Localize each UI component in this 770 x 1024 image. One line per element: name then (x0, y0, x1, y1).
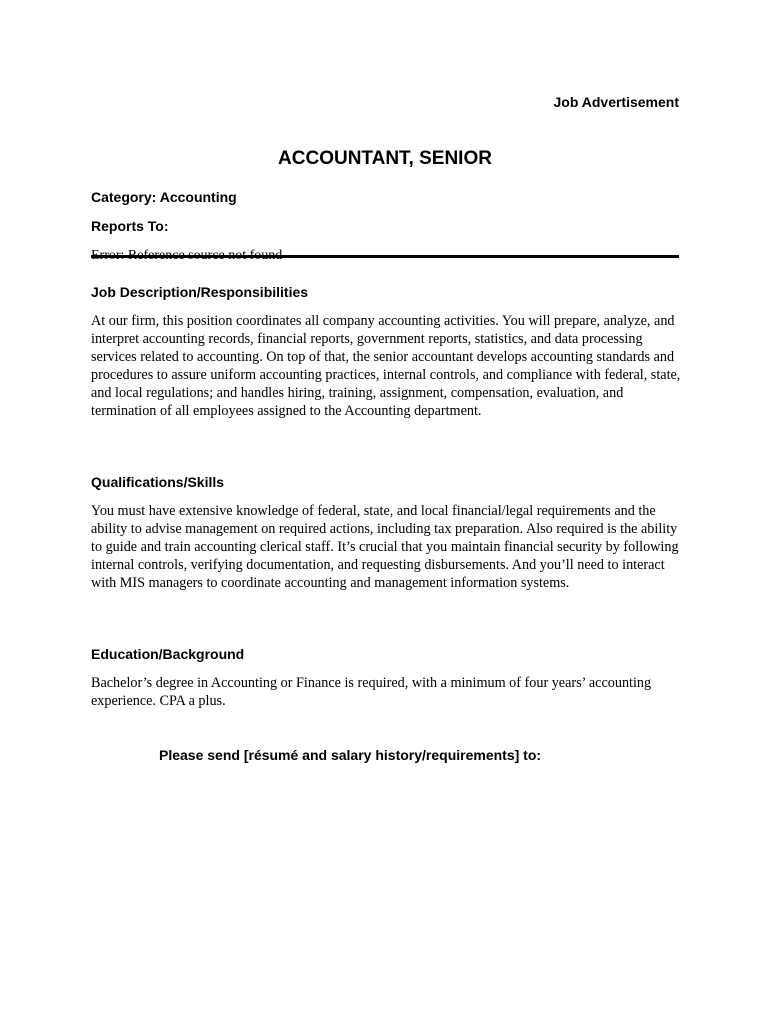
section-body-job-description: At our firm, this position coordinates all company accounting activities. You will prepare, analyze, and interpret accounting records, financial reports, government reports, statistics, and data processing services related to accounting. On top of that, the senior accountant develops accounting standards and procedures to assure uniform accounting practices, internal controls, and compliance with federal, state, and local regulations; and handles hiring, training, assignment, compensation, evaluation, and termination of all employees assigned to the Accounting department. (91, 313, 681, 419)
section-body-qualifications: You must have extensive knowledge of federal, state, and local financial/legal requirements and the ability to advise management on required actions, including tax preparation. Also required is the ability to guide and train accounting clerical staff. It’s crucial that you maintain financial security by following internal controls, verifying documentation, and requesting disbursements. And you’ll need to interact with MIS managers to coordinate accounting and management information systems. (91, 503, 679, 591)
closing-instruction: Please send [résumé and salary history/requirements] to: (159, 747, 542, 763)
section-heading-education: Education/Background (91, 646, 245, 662)
section-body-education: Bachelor’s degree in Accounting or Finance is required, with a minimum of four years’ accounting experience. CPA a plus. (91, 675, 652, 709)
horizontal-rule (91, 255, 679, 258)
section-heading-job-description: Job Description/Responsibilities (91, 284, 309, 300)
document-type-label: Job Advertisement (553, 94, 679, 110)
section-heading-qualifications: Qualifications/Skills (91, 474, 225, 490)
job-title: ACCOUNTANT, SENIOR (278, 148, 492, 169)
category-line: Category: Accounting (91, 189, 237, 205)
reports-to-line: Reports To: (91, 218, 169, 234)
